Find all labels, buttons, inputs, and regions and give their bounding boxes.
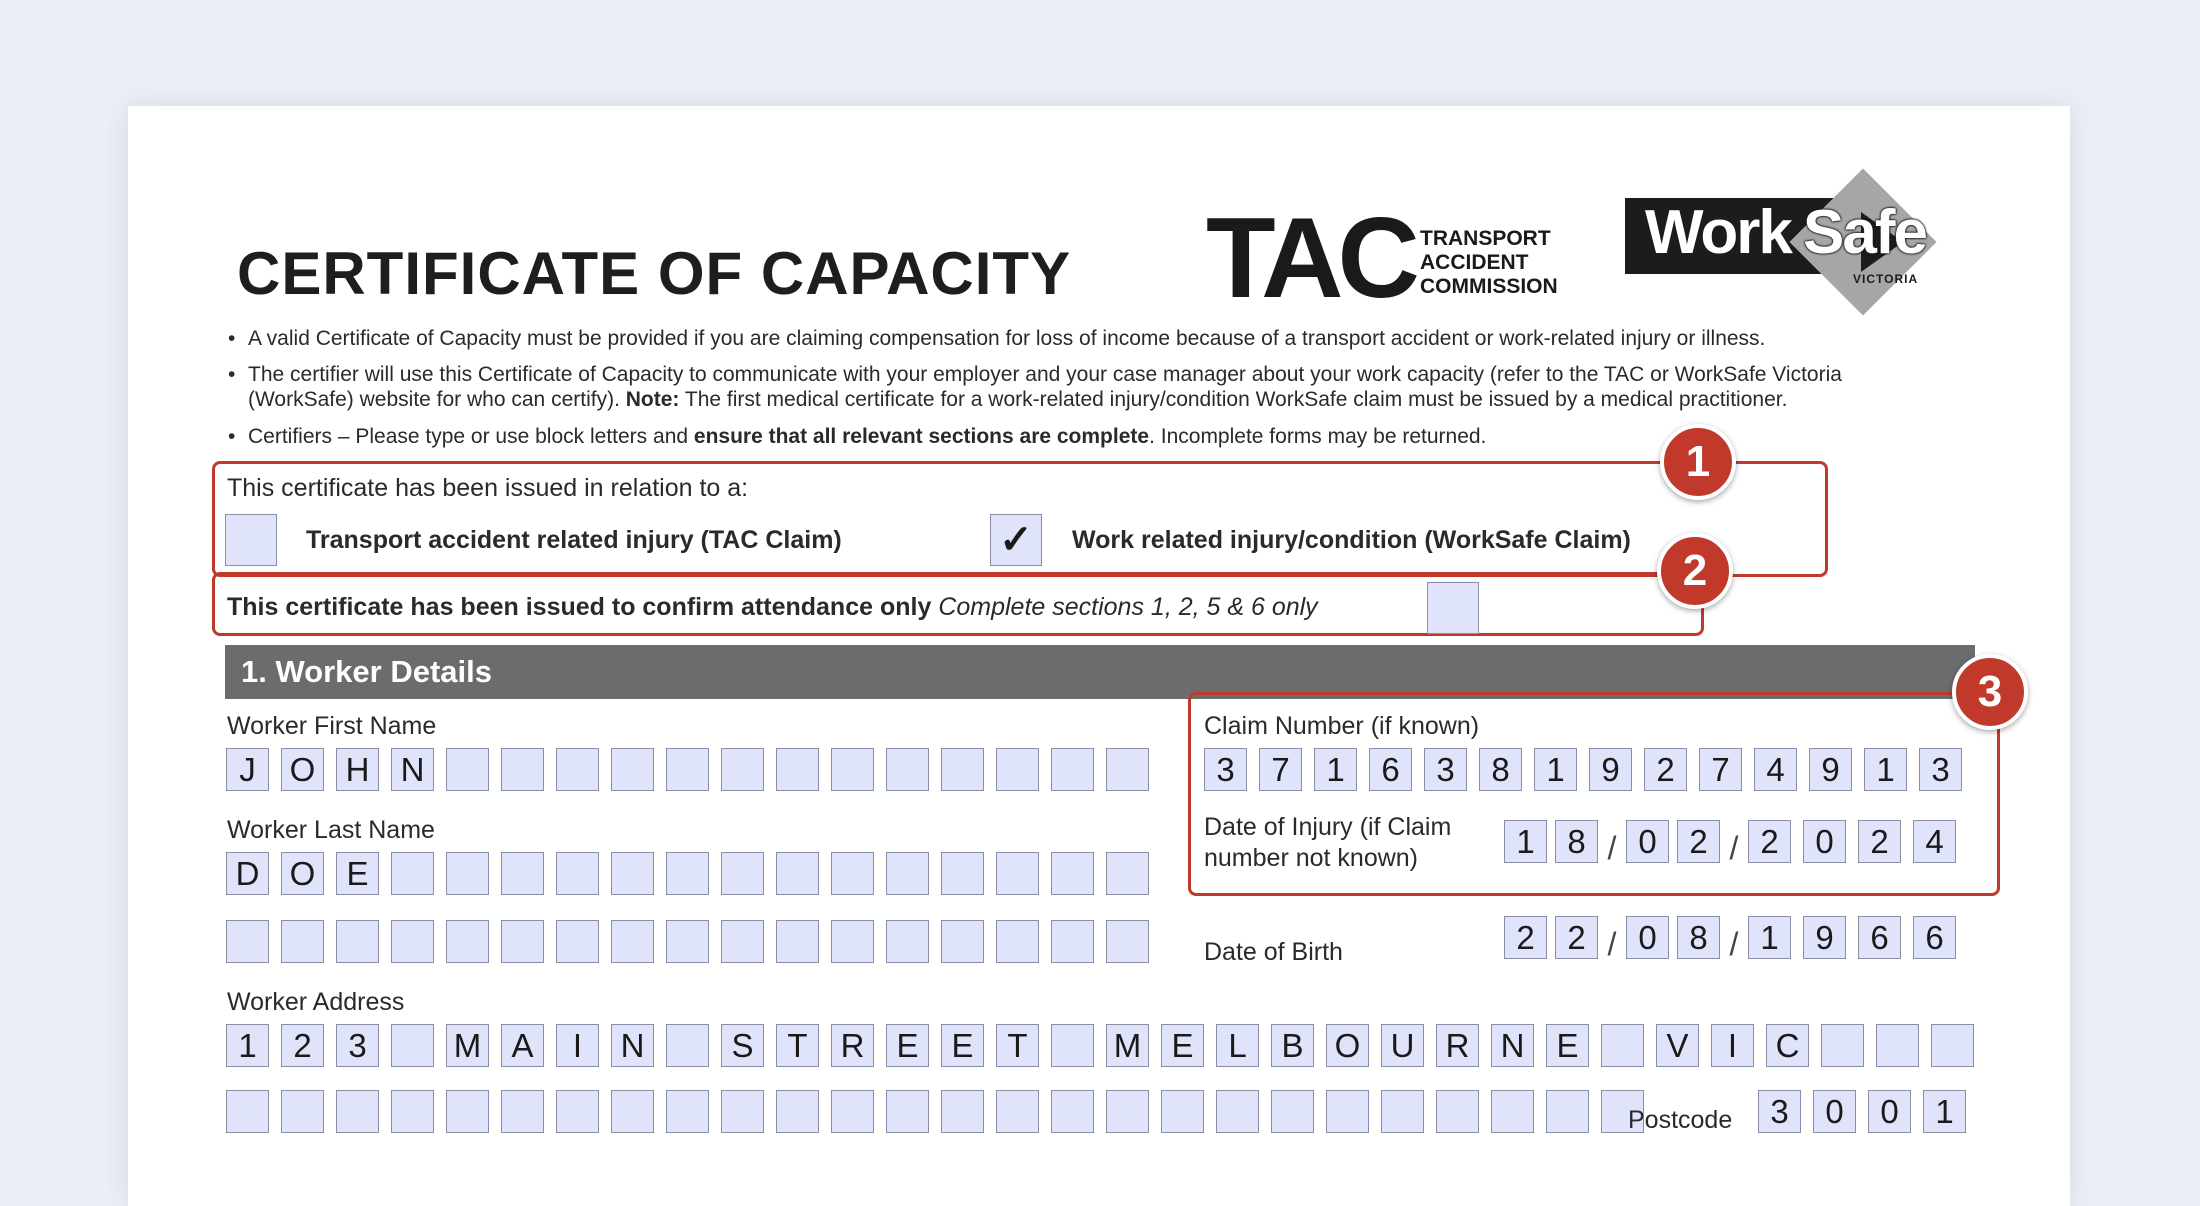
char-box[interactable]: [941, 1090, 984, 1133]
page-title: CERTIFICATE OF CAPACITY: [237, 240, 1072, 307]
char-box[interactable]: N: [391, 748, 434, 791]
date-of-injury-label: Date of Injury (if Claim number not known): [1204, 813, 1452, 872]
char-box[interactable]: [1546, 1090, 1589, 1133]
char-box[interactable]: [1051, 852, 1094, 895]
char-box[interactable]: [446, 852, 489, 895]
char-box[interactable]: 2: [1555, 916, 1598, 959]
worksafe-logo-state: VICTORIA: [1853, 272, 1919, 286]
date-separator: /: [1729, 830, 1739, 866]
char-box[interactable]: [831, 920, 874, 963]
char-box[interactable]: [776, 920, 819, 963]
worksafe-logo-safe: Safe: [1803, 198, 1926, 267]
char-box[interactable]: [666, 1090, 709, 1133]
char-box[interactable]: [941, 748, 984, 791]
char-box[interactable]: [611, 1090, 654, 1133]
char-box[interactable]: [1491, 1090, 1534, 1133]
char-box[interactable]: [1271, 1090, 1314, 1133]
char-box[interactable]: J: [226, 748, 269, 791]
char-box[interactable]: 3: [336, 1024, 379, 1067]
char-box[interactable]: [1106, 1090, 1149, 1133]
char-box[interactable]: 0: [1803, 820, 1846, 863]
char-box[interactable]: [996, 748, 1039, 791]
char-box[interactable]: [666, 1024, 709, 1067]
char-box[interactable]: D: [226, 852, 269, 895]
char-box[interactable]: [776, 852, 819, 895]
char-box[interactable]: 6: [1913, 916, 1956, 959]
issued-heading: This certificate has been issued in relation to a:: [227, 474, 749, 502]
instruction-item: • A valid Certificate of Capacity must be provided if you are claiming compensation for loss of income because of a transport accident or work-related injury or illness.: [228, 327, 1766, 350]
char-box[interactable]: [281, 920, 324, 963]
char-box[interactable]: 0: [1626, 916, 1669, 959]
char-box[interactable]: 4: [1754, 748, 1797, 791]
char-box[interactable]: 1: [1748, 916, 1791, 959]
char-box[interactable]: [721, 1090, 764, 1133]
char-box[interactable]: [1326, 1090, 1369, 1133]
char-box[interactable]: [556, 748, 599, 791]
date-of-injury-input[interactable]: [1504, 820, 1956, 867]
worksafe-claim-label: Work related injury/condition (WorkSafe Claim): [1072, 526, 1631, 554]
char-box[interactable]: 7: [1699, 748, 1742, 791]
char-box[interactable]: 3: [1758, 1090, 1801, 1133]
char-box[interactable]: I: [1711, 1024, 1754, 1067]
worksafe-logo: [1625, 172, 1955, 322]
char-box[interactable]: [1601, 1024, 1644, 1067]
claim-number-label: Claim Number (if known): [1204, 712, 1480, 740]
annotation-badge-3: 3: [1952, 654, 2028, 730]
char-box[interactable]: 9: [1589, 748, 1632, 791]
tac-logo-line: ACCIDENT: [1420, 251, 1529, 274]
char-box[interactable]: 3: [1424, 748, 1467, 791]
char-box[interactable]: B: [1271, 1024, 1314, 1067]
char-box[interactable]: [721, 852, 764, 895]
first-name-input[interactable]: [226, 748, 1149, 791]
char-box[interactable]: [886, 920, 929, 963]
char-box[interactable]: [501, 920, 544, 963]
char-box[interactable]: [556, 852, 599, 895]
char-box[interactable]: [1106, 748, 1149, 791]
char-box[interactable]: [391, 1024, 434, 1067]
char-box[interactable]: 1: [1534, 748, 1577, 791]
worksafe-logo-work: Work: [1645, 198, 1791, 267]
char-box[interactable]: T: [776, 1024, 819, 1067]
date-of-birth-input[interactable]: [1504, 916, 1956, 963]
date-separator: /: [1729, 926, 1739, 962]
char-box[interactable]: 4: [1913, 820, 1956, 863]
char-box[interactable]: [1821, 1024, 1864, 1067]
char-box[interactable]: [996, 1090, 1039, 1133]
char-box[interactable]: 6: [1858, 916, 1901, 959]
char-box[interactable]: [611, 920, 654, 963]
char-box[interactable]: [336, 1090, 379, 1133]
char-box[interactable]: [281, 1090, 324, 1133]
date-of-birth-label: Date of Birth: [1204, 938, 1343, 966]
char-box[interactable]: [666, 920, 709, 963]
char-box[interactable]: E: [1161, 1024, 1204, 1067]
char-box[interactable]: [941, 920, 984, 963]
char-box[interactable]: [611, 852, 654, 895]
char-box[interactable]: 2: [1677, 820, 1720, 863]
char-box[interactable]: R: [1436, 1024, 1479, 1067]
char-box[interactable]: 2: [281, 1024, 324, 1067]
char-box[interactable]: A: [501, 1024, 544, 1067]
tac-logo-line: TRANSPORT: [1420, 227, 1551, 250]
char-box[interactable]: C: [1766, 1024, 1809, 1067]
char-box[interactable]: [941, 852, 984, 895]
char-box[interactable]: [831, 1090, 874, 1133]
char-box[interactable]: E: [886, 1024, 929, 1067]
char-box[interactable]: [226, 920, 269, 963]
worksafe-claim-checkbox[interactable]: ✓: [990, 514, 1042, 566]
char-box[interactable]: [831, 748, 874, 791]
char-box[interactable]: 9: [1809, 748, 1852, 791]
last-name-label: Worker Last Name: [227, 816, 435, 844]
section-header-worker-details: [225, 645, 1975, 699]
instruction-item: • The certifier will use this Certificate of Capacity to communicate with your employer and your case manager about your work capacity (refer to the TAC or WorkSafe Victoria (WorkSafe) website for who can certify). Note: The first medical certificate for a work-related injury/condition WorkSafe claim must be issued by a medical practitioner.: [228, 363, 1842, 411]
char-box[interactable]: [1051, 1090, 1094, 1133]
char-box[interactable]: [776, 748, 819, 791]
char-box[interactable]: S: [721, 1024, 764, 1067]
first-name-label: Worker First Name: [227, 712, 437, 740]
postcode-label: Postcode: [1628, 1106, 1733, 1134]
postcode-input[interactable]: [1758, 1090, 1966, 1133]
char-box[interactable]: 8: [1479, 748, 1522, 791]
char-box[interactable]: [501, 852, 544, 895]
char-box[interactable]: [501, 748, 544, 791]
char-box[interactable]: N: [1491, 1024, 1534, 1067]
address-input-row1[interactable]: [226, 1024, 1974, 1067]
char-box[interactable]: 0: [1813, 1090, 1856, 1133]
char-box[interactable]: [1051, 1024, 1094, 1067]
char-box[interactable]: 9: [1803, 916, 1846, 959]
char-box[interactable]: 2: [1748, 820, 1791, 863]
char-box[interactable]: M: [1106, 1024, 1149, 1067]
char-box[interactable]: L: [1216, 1024, 1259, 1067]
char-box[interactable]: 3: [1919, 748, 1962, 791]
char-box[interactable]: [1216, 1090, 1259, 1133]
char-box[interactable]: R: [831, 1024, 874, 1067]
char-box[interactable]: 1: [1864, 748, 1907, 791]
char-box[interactable]: [1051, 748, 1094, 791]
char-box[interactable]: [886, 748, 929, 791]
char-box[interactable]: [226, 1090, 269, 1133]
char-box[interactable]: T: [996, 1024, 1039, 1067]
char-box[interactable]: 6: [1369, 748, 1412, 791]
char-box[interactable]: N: [611, 1024, 654, 1067]
char-box[interactable]: [996, 920, 1039, 963]
char-box[interactable]: 0: [1626, 820, 1669, 863]
tac-claim-checkbox[interactable]: [225, 514, 277, 566]
char-box[interactable]: 2: [1504, 916, 1547, 959]
char-box[interactable]: [611, 748, 654, 791]
date-separator: /: [1607, 926, 1617, 962]
char-box[interactable]: [886, 852, 929, 895]
tac-claim-label: Transport accident related injury (TAC Claim): [306, 526, 842, 554]
char-box[interactable]: 1: [1923, 1090, 1966, 1133]
char-box[interactable]: [556, 1090, 599, 1133]
char-box[interactable]: U: [1381, 1024, 1424, 1067]
attendance-checkbox[interactable]: [1427, 582, 1479, 634]
address-input-row2[interactable]: [226, 1090, 1644, 1133]
tac-logo-line: COMMISSION: [1420, 275, 1558, 298]
char-box[interactable]: I: [556, 1024, 599, 1067]
char-box[interactable]: 1: [1504, 820, 1547, 863]
section-title: 1. Worker Details: [241, 654, 492, 689]
last-name-input[interactable]: [226, 852, 1149, 895]
char-box[interactable]: V: [1656, 1024, 1699, 1067]
char-box[interactable]: E: [1546, 1024, 1589, 1067]
char-box[interactable]: [886, 1090, 929, 1133]
char-box[interactable]: 2: [1858, 820, 1901, 863]
char-box[interactable]: [556, 920, 599, 963]
char-box[interactable]: [446, 1090, 489, 1133]
tac-logo: TAC: [1206, 195, 1414, 322]
char-box[interactable]: [831, 852, 874, 895]
char-box[interactable]: [501, 1090, 544, 1133]
char-box[interactable]: [666, 852, 709, 895]
char-box[interactable]: [391, 1090, 434, 1133]
char-box[interactable]: [336, 920, 379, 963]
char-box[interactable]: 8: [1555, 820, 1598, 863]
char-box[interactable]: 3: [1204, 748, 1247, 791]
char-box[interactable]: 2: [1644, 748, 1687, 791]
char-box[interactable]: [666, 748, 709, 791]
char-box[interactable]: [1876, 1024, 1919, 1067]
char-box[interactable]: [1106, 920, 1149, 963]
char-box[interactable]: [996, 852, 1039, 895]
attendance-label: This certificate has been issued to confirm attendance only Complete sections 1, 2, 5 & 6 only: [227, 593, 1318, 621]
char-box[interactable]: [1436, 1090, 1479, 1133]
char-box[interactable]: E: [941, 1024, 984, 1067]
date-separator: /: [1607, 830, 1617, 866]
char-box[interactable]: O: [281, 748, 324, 791]
char-box[interactable]: 1: [1314, 748, 1357, 791]
char-box[interactable]: 1: [226, 1024, 269, 1067]
char-box[interactable]: [391, 852, 434, 895]
char-box[interactable]: H: [336, 748, 379, 791]
char-box[interactable]: O: [281, 852, 324, 895]
char-box[interactable]: [776, 1090, 819, 1133]
annotation-badge-2: 2: [1657, 533, 1733, 609]
last-name-input-row2[interactable]: [226, 920, 1149, 963]
char-box[interactable]: 7: [1259, 748, 1302, 791]
char-box[interactable]: [391, 920, 434, 963]
char-box[interactable]: E: [336, 852, 379, 895]
char-box[interactable]: [721, 748, 764, 791]
form-page: [128, 106, 2070, 1206]
char-box[interactable]: [1381, 1090, 1424, 1133]
tac-logo-text: [1420, 227, 1558, 299]
char-box[interactable]: [446, 748, 489, 791]
char-box[interactable]: 8: [1677, 916, 1720, 959]
char-box[interactable]: O: [1326, 1024, 1369, 1067]
annotation-badge-1: 1: [1660, 424, 1736, 500]
instruction-item: • Certifiers – Please type or use block letters and ensure that all relevant sections are complete. Incomplete forms may be returned.: [228, 425, 1487, 448]
char-box[interactable]: [446, 920, 489, 963]
claim-number-input[interactable]: [1204, 748, 1962, 791]
char-box[interactable]: [1051, 920, 1094, 963]
char-box[interactable]: [1161, 1090, 1204, 1133]
char-box[interactable]: [1106, 852, 1149, 895]
char-box[interactable]: 0: [1868, 1090, 1911, 1133]
char-box[interactable]: [721, 920, 764, 963]
char-box[interactable]: M: [446, 1024, 489, 1067]
char-box[interactable]: [1931, 1024, 1974, 1067]
address-label: Worker Address: [227, 988, 405, 1016]
